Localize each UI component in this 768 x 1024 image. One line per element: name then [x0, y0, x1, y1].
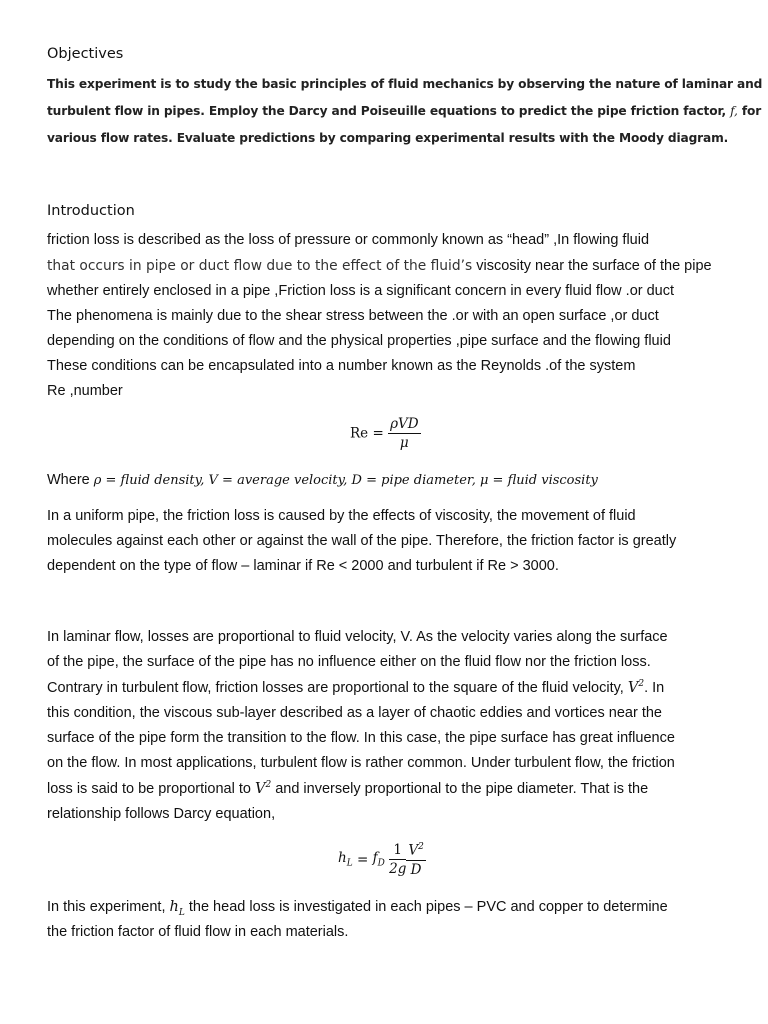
darcy-frac2-num	[406, 842, 425, 861]
para3-line-1-rest: the head loss is investigated in each pipes – PVC and copper to determine	[188, 899, 668, 915]
para2-line-6: on the flow. In most applications, turbulent flow is rather common. Under turbulent flow, the friction	[47, 755, 675, 771]
darcy-fraction-2	[406, 842, 425, 878]
darcy-frac2-exp: 2	[418, 842, 424, 852]
reynolds-denominator: μ	[399, 435, 409, 451]
para1-line-3: dependent on the type of flow – laminar if Re < 2000 and turbulent if Re > 3000.	[47, 558, 559, 574]
darcy-h: h	[338, 850, 347, 867]
para2-line-3-tail: . In	[644, 679, 665, 696]
darcy-equation	[338, 842, 426, 878]
intro-line-2-grey: that occurs in pipe or duct flow due to the effect of the fluid’s	[47, 258, 473, 274]
para2-line-1: In laminar flow, losses are proportional to fluid velocity, V. As the velocity varies along the surface	[47, 629, 668, 645]
v-symbol-2: V	[254, 780, 266, 797]
darcy-f	[372, 850, 385, 870]
intro-line-2-rest: viscosity near the surface of the pipe	[472, 258, 712, 274]
para2-line-4: this condition, the viscous sub-layer described as a layer of chaotic eddies and vortices near the	[47, 705, 662, 721]
para2-line-2: of the pipe, the surface of the pipe has no influence either on the fluid flow nor the friction loss.	[47, 654, 651, 670]
darcy-frac2-den: D	[410, 861, 422, 878]
para2-line-3-text: Contrary in turbulent flow, friction losses are proportional to the square of the fluid velocity,	[47, 679, 624, 696]
para3-line-2: the friction factor of fluid flow in each materials.	[47, 924, 349, 940]
darcy-equals: =	[352, 851, 373, 868]
para2-line-5: surface of the pipe form the transition to the flow. In this case, the pipe surface has great influence	[47, 730, 675, 746]
para2-line-8: relationship follows Darcy equation,	[47, 806, 276, 822]
reynolds-lhs: Re =	[350, 425, 384, 442]
para3-line-1	[47, 899, 668, 918]
darcy-fraction-1	[389, 842, 406, 877]
para3-line-1-prefix: In this experiment,	[47, 899, 166, 915]
objectives-line-3: various flow rates. Evaluate predictions by comparing experimental results with the Moody diagram.	[47, 131, 729, 145]
head-loss-symbol	[169, 899, 185, 918]
darcy-frac1-den: 2g	[389, 861, 407, 878]
v-squared-symbol	[628, 680, 644, 696]
intro-line-1: friction loss is described as the loss of pressure or commonly known as “head” ,In flowing fluid	[47, 232, 650, 248]
darcy-frac2-v: V	[408, 842, 419, 859]
objectives-line-2-for: for	[741, 104, 762, 118]
para2-line-7	[47, 780, 648, 797]
para2-line-3	[47, 679, 664, 696]
darcy-lhs	[338, 850, 353, 870]
reynolds-fraction	[388, 416, 421, 451]
introduction-heading: Introduction	[47, 203, 135, 219]
hl-h: h	[169, 899, 179, 915]
objectives-line-2-text: turbulent flow in pipes. Employ the Darcy and Poiseuille equations to predict the pipe friction factor,	[47, 104, 727, 118]
where-prefix: Where	[47, 472, 90, 488]
para2-line-7-tail: and inversely proportional to the pipe diameter. That is the	[275, 780, 649, 797]
objectives-heading: Objectives	[47, 46, 124, 62]
intro-line-4: The phenomena is mainly due to the shear stress between the .or with an open surface ,or duct	[47, 308, 659, 324]
v-exponent: 2	[638, 679, 645, 689]
intro-line-6: These conditions can be encapsulated into a number known as the Reynolds .of the system	[47, 358, 636, 374]
para1-line-2: molecules against each other or against the wall of the pipe. Therefore, the friction factor is greatly	[47, 533, 677, 549]
para1-line-1: In a uniform pipe, the friction loss is caused by the effects of viscosity, the movement of fluid	[47, 508, 636, 524]
para2-line-7-text: loss is said to be proportional to	[47, 780, 251, 797]
v-exponent-2: 2	[265, 780, 272, 790]
intro-line-2	[47, 258, 712, 274]
objectives-line-1: This experiment is to study the basic principles of fluid mechanics by observing the nature of laminar and	[47, 77, 763, 91]
darcy-frac1-num: 1	[389, 842, 406, 860]
darcy-h-sub: L	[346, 859, 353, 870]
where-definitions: ρ = fluid density, V = average velocity, D = pipe diameter, μ = fluid viscosity	[93, 473, 598, 488]
intro-line-7: Re ,number	[47, 383, 123, 399]
darcy-f-symbol: f	[372, 850, 378, 867]
reynolds-numerator: ρVD	[390, 416, 419, 432]
v-squared-symbol-2	[255, 781, 271, 797]
reynolds-equation	[350, 416, 421, 451]
darcy-f-sub: D	[377, 859, 385, 870]
v-symbol: V	[627, 679, 639, 696]
where-line	[47, 472, 598, 488]
friction-factor-symbol: f,	[730, 104, 738, 118]
hl-sub: L	[178, 907, 185, 918]
objectives-line-2	[47, 104, 761, 118]
intro-line-5: depending on the conditions of flow and the physical properties ,pipe surface and the flowing fluid	[47, 333, 671, 349]
intro-line-3: whether entirely enclosed in a pipe ,Friction loss is a significant concern in every fluid flow .or duct	[47, 283, 675, 299]
